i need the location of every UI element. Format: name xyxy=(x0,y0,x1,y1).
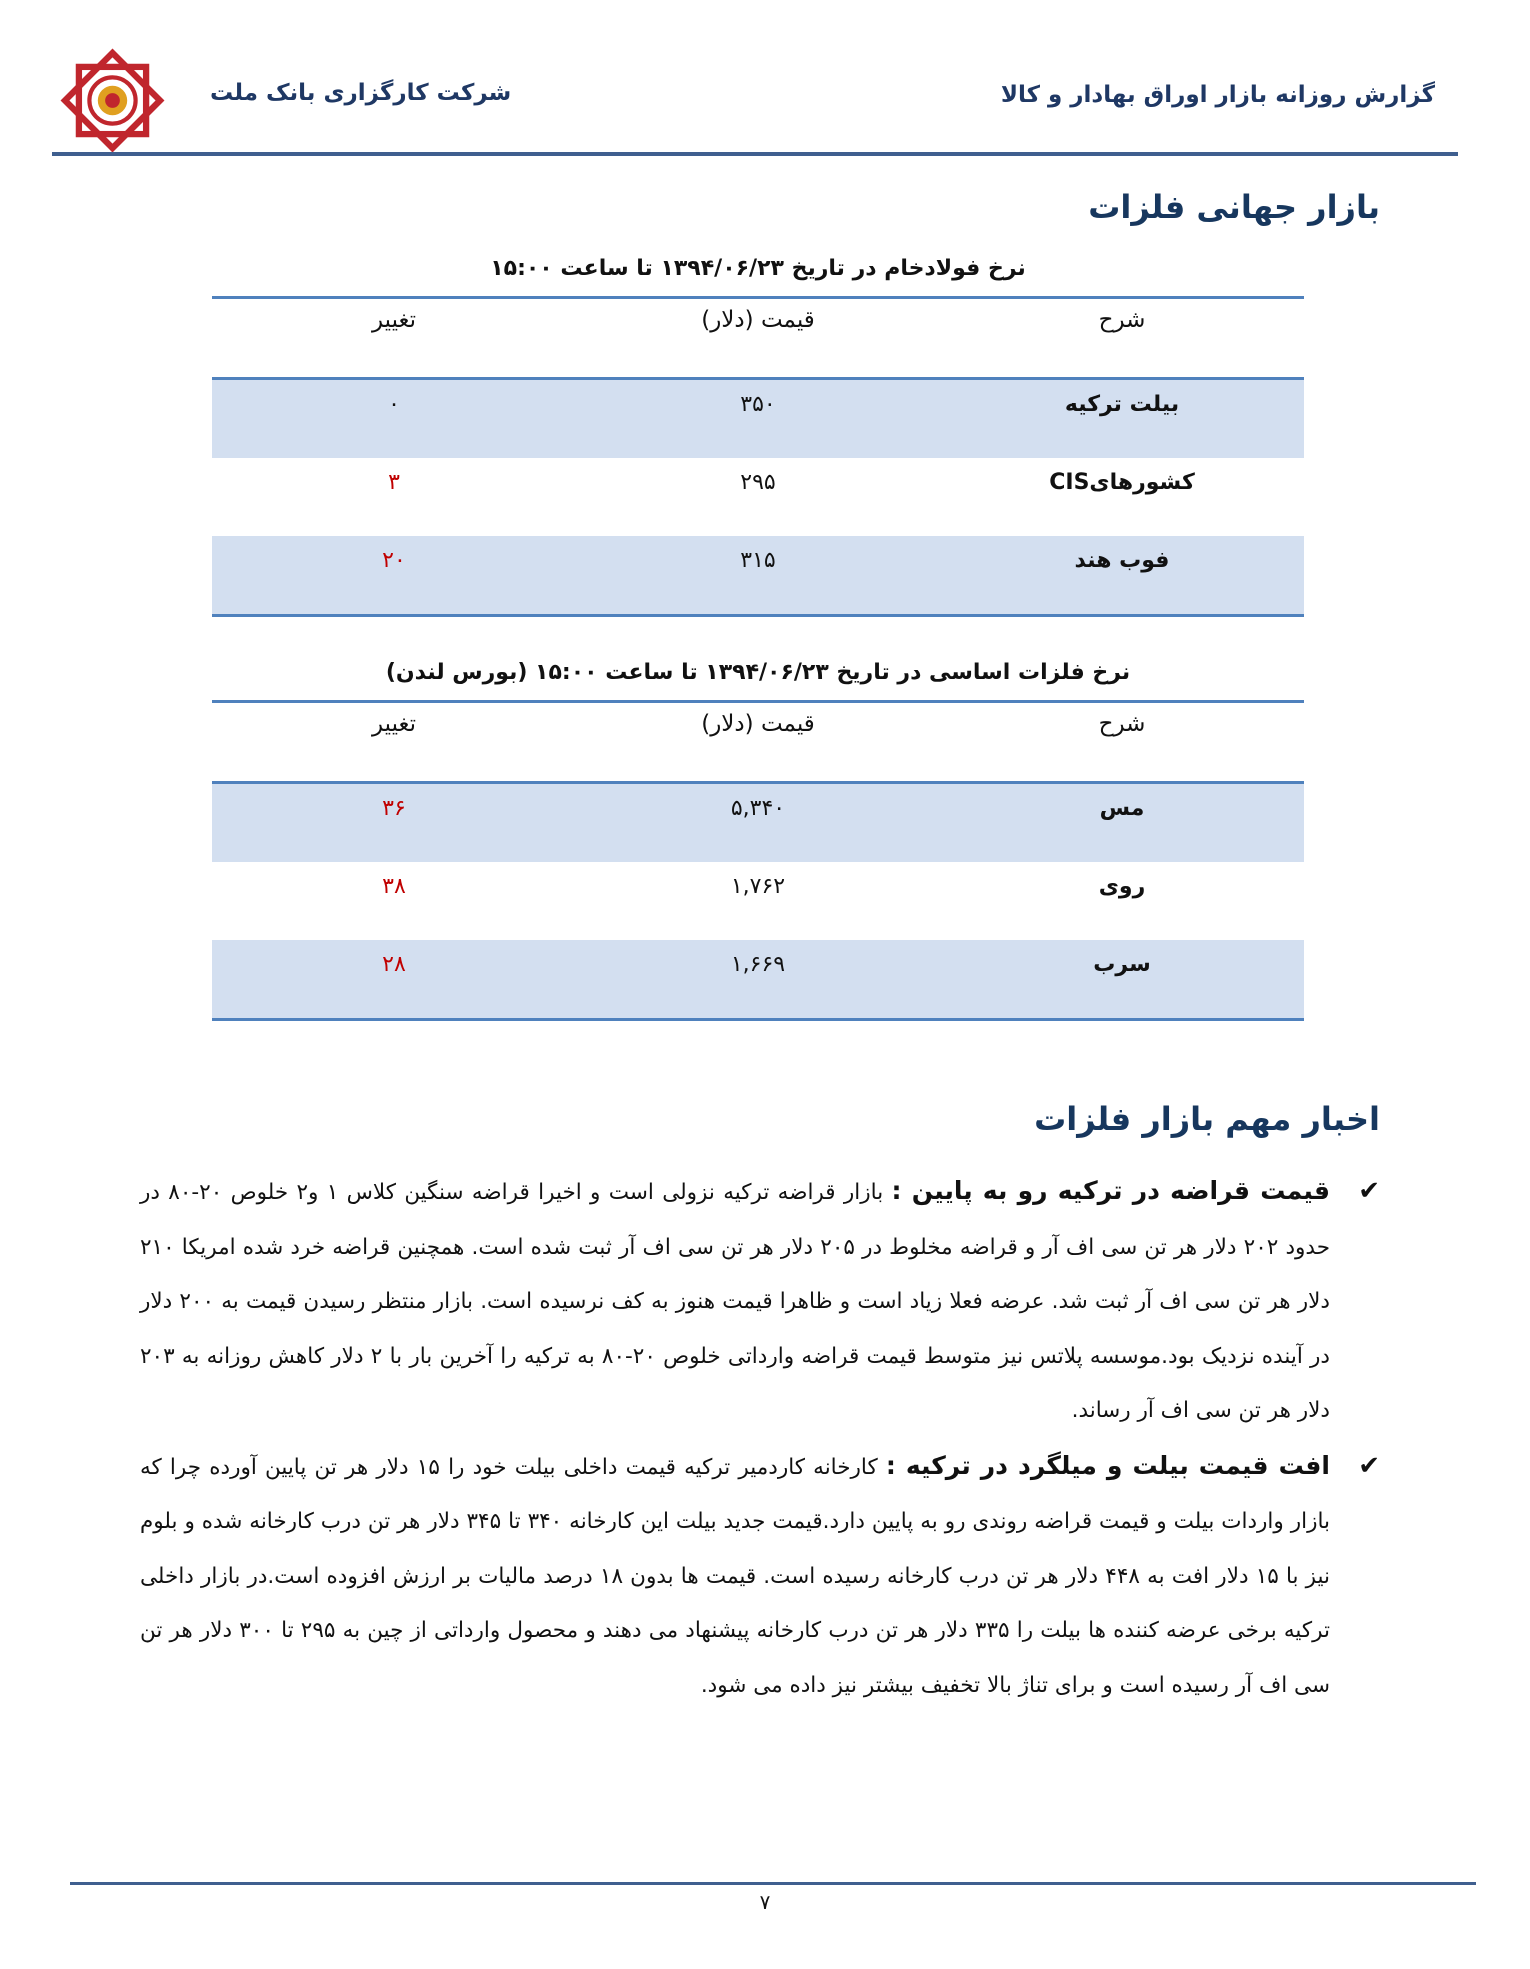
header-divider xyxy=(52,152,1458,156)
table-header-row xyxy=(212,299,1304,380)
row-price: ۳۵۰ xyxy=(740,392,776,417)
footer-divider xyxy=(70,1882,1476,1885)
news-item xyxy=(140,1164,1380,1439)
news-item xyxy=(140,1439,1380,1714)
check-icon: ✔ xyxy=(1358,1176,1380,1206)
table-row xyxy=(212,940,1304,1018)
news-list xyxy=(140,1164,1380,1713)
row-change: ۳۶ xyxy=(382,796,406,821)
row-price: ۲۹۵ xyxy=(740,470,776,495)
page-number: ۷ xyxy=(759,1890,771,1914)
row-price: ۵,۳۴۰ xyxy=(730,796,786,821)
company-logo-icon xyxy=(60,48,165,153)
row-change: ۲۰ xyxy=(382,548,406,573)
table-row xyxy=(212,380,1304,458)
report-title: گزارش روزانه بازار اوراق بهادار و کالا xyxy=(1000,82,1435,108)
row-price: ۱,۶۶۹ xyxy=(730,952,786,977)
global-metals-heading: بازار جهانی فلزات xyxy=(1088,188,1380,226)
row-desc: کشورهایCIS xyxy=(1049,470,1195,495)
news-item-body: بازار قراضه ترکیه نزولی است و اخیرا قراضه سنگین کلاس ۱ و۲ خلوص ۲۰-۸۰ در حدود ۲۰۲ دلار هر تن سی اف آر و قراضه مخلوط در ۲۰۵ دلار هر تن سی اف آر ثبت شده است. همچنین قراضه خرد شده امریکا ۲۱۰ دلار هر تن سی اف آر ثبت شد. عرضه فعلا زیاد است و ظاهرا قیمت هنوز به کف نرسیده است. بازار منتظر رسیدن قیمت به ۲۰۰ دلار در آینده نزدیک بود.موسسه پلاتس نیز متوسط قیمت قراضه وارداتی خلوص ۲۰-۸۰ به ترکیه را آخرین بار با ۲ دلار کاهش روزانه به ۲۰۳ دلار هر تن سی اف آر رساند. xyxy=(140,1180,1330,1423)
row-desc: فوب هند xyxy=(1074,548,1170,573)
table-row xyxy=(212,784,1304,862)
header-change: تغییر xyxy=(371,711,417,737)
row-change: ۲۸ xyxy=(382,952,406,977)
steel-table-caption: نرخ فولادخام در تاریخ ۱۳۹۴/۰۶/۲۳ تا ساعت ۱۵:۰۰ xyxy=(490,256,1026,281)
row-desc: سرب xyxy=(1093,952,1151,977)
header-price: قیمت (دلار) xyxy=(701,307,815,333)
news-item-body: کارخانه کاردمیر ترکیه قیمت داخلی بیلت خود را ۱۵ دلار هر تن پایین آورده چرا که بازار واردات بیلت و قیمت قراضه روندی رو به پایین دارد.قیمت جدید بیلت این کارخانه ۳۴۰ تا ۳۴۵ دلار هر تن درب کارخانه شده و بلوم نیز با ۱۵ دلار افت به ۴۴۸ دلار هر تن درب کارخانه رسیده است. قیمت ها بدون ۱۸ درصد مالیات بر ارزش افزوده است.در بازار داخلی ترکیه برخی عرضه کننده ها بیلت را ۳۳۵ دلار هر تن درب کارخانه پیشنهاد می دهند و محصول وارداتی از چین به ۲۹۵ تا ۳۰۰ دلار هر تن سی اف آر رسیده است و برای تناژ بالا تخفیف بیشتر نیز داده می شود. xyxy=(140,1454,1331,1698)
base-metals-table-caption: نرخ فلزات اساسی در تاریخ ۱۳۹۴/۰۶/۲۳ تا ساعت ۱۵:۰۰ (بورس لندن) xyxy=(385,660,1131,685)
metals-news-heading: اخبار مهم بازار فلزات xyxy=(1034,1100,1380,1138)
base-metals-price-table xyxy=(212,700,1304,1021)
row-change: ۰ xyxy=(388,392,400,417)
row-desc: روی xyxy=(1098,874,1146,899)
header-price: قیمت (دلار) xyxy=(701,711,815,737)
table-row xyxy=(212,458,1304,536)
steel-price-table xyxy=(212,296,1304,617)
header-desc: شرح xyxy=(1098,307,1146,333)
row-change: ۳۸ xyxy=(382,874,406,899)
table-header-row xyxy=(212,703,1304,784)
news-item-title: افت قیمت بیلت و میلگرد در ترکیه : xyxy=(885,1450,1330,1480)
row-desc: بیلت ترکیه xyxy=(1064,392,1180,417)
row-change: ۳ xyxy=(388,470,400,495)
row-price: ۱,۷۶۲ xyxy=(730,874,786,899)
news-item-title: قیمت قراضه در ترکیه رو به پایین : xyxy=(891,1176,1330,1205)
table-row xyxy=(212,536,1304,614)
check-icon: ✔ xyxy=(1358,1450,1380,1481)
row-price: ۳۱۵ xyxy=(740,548,776,573)
company-name: شرکت کارگزاری بانک ملت xyxy=(210,80,512,106)
header-desc: شرح xyxy=(1098,711,1146,737)
row-desc: مس xyxy=(1099,796,1145,821)
header-change: تغییر xyxy=(371,307,417,333)
table-row xyxy=(212,862,1304,940)
